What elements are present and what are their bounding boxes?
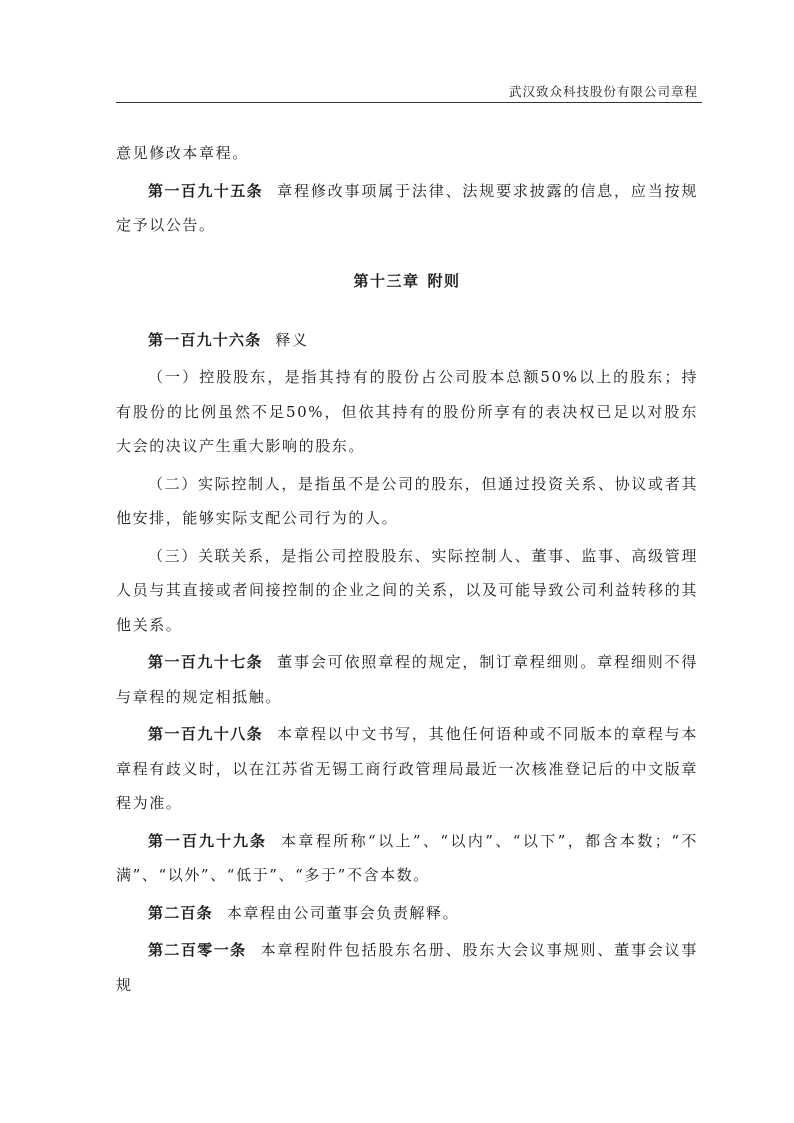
chapter-number: 第十三章 (353, 272, 420, 291)
continuation-paragraph: 意见修改本章程。 (116, 144, 249, 162)
article-label: 第一百九十八条 (148, 725, 264, 744)
article-196 (116, 323, 698, 357)
article-text: 章程修改事项属于法律、法规要求披露的信息，应当按规定予以公告。 (116, 181, 698, 234)
article-text: 本章程以中文书写，其他任何语种或不同版本的章程与本章程有歧义时，以在江苏省无锡工商行政管理局最近一次核准登记后的中文版章程为准。 (116, 725, 698, 813)
document-body (116, 136, 698, 1005)
article-198 (116, 717, 698, 820)
article-199 (116, 824, 698, 893)
article-label: 第一百九十五条 (148, 181, 264, 200)
definition-item-1: （一）控股股东，是指其持有的股份占公司股本总额50%以上的股东；持有股份的比例虽然不足50%，但依其持有的股份所享有的表决权已足以对股东大会的决议产生重大影响的股东。 (116, 368, 698, 456)
article-201 (116, 933, 698, 1002)
article-label: 第二百零一条 (148, 941, 247, 960)
definition-item-2: （二）实际控制人，是指虽不是公司的股东，但通过投资关系、协议或者其他安排，能够实际支配公司行为的人。 (116, 474, 698, 528)
article-text: 本章程附件包括股东名册、股东大会议事规则、董事会议事规 (116, 941, 698, 994)
article-label: 第一百九十九条 (148, 831, 268, 850)
chapter-heading (116, 264, 698, 298)
article-label: 第二百条 (148, 903, 213, 922)
chapter-title: 附则 (427, 272, 461, 291)
running-header: 武汉致众科技股份有限公司章程 (508, 84, 698, 99)
article-text: 本章程所称“以上”、“以内”、“以下”，都含本数；“不满”、“以外”、“低于”、“多于”不含本数。 (116, 831, 698, 885)
article-text: 董事会可依照章程的规定，制订章程细则。章程细则不得与章程的规定相抵触。 (116, 653, 698, 706)
header-divider (116, 102, 702, 103)
article-197 (116, 645, 698, 714)
article-195 (116, 174, 698, 243)
article-label: 第一百九十六条 (148, 330, 262, 349)
article-label: 第一百九十七条 (148, 653, 264, 672)
definition-item-3: （三）关联关系，是指公司控股股东、实际控制人、董事、监事、高级管理人员与其直接或者间接控制的企业之间的关系，以及可能导致公司利益转移的其他关系。 (116, 546, 698, 634)
article-200 (116, 896, 698, 930)
article-text: 释义 (275, 330, 309, 349)
article-text: 本章程由公司董事会负责解释。 (226, 903, 460, 922)
